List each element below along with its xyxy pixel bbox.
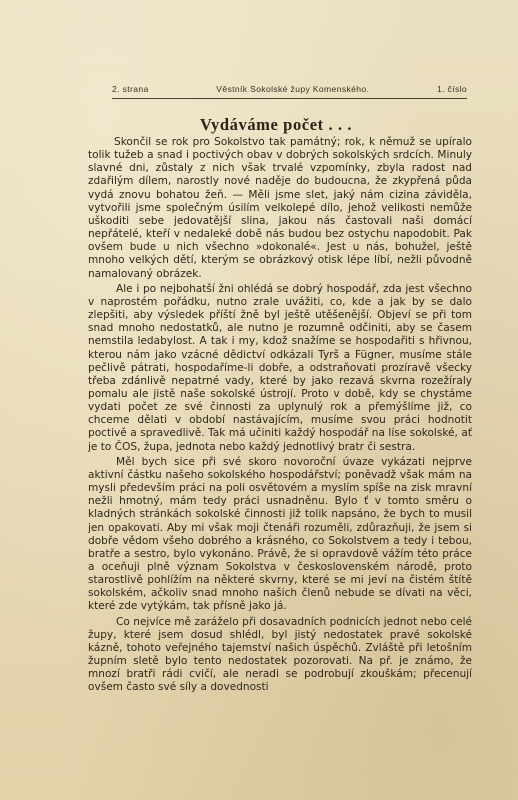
article-body xyxy=(88,136,472,695)
paragraph-4: Co nejvíce mě zaráželo při dosavadních podnicích jednot nebo celé župy, které jsem dosud shlédl, byl jistý nedostatek pravé sokolské kázně, tohoto veřejného tajemství našich úspěchů. Zvláště při letošním župním sletě bylo tento nedostatek pozorovati. Na př. je známo, že mnozí bratři rádi cvičí, ale neradi se podrobují zkouškám; přecenují ovšem často své síly a dovednosti xyxy=(88,615,472,694)
paragraph-3: Měl bych sice při své skoro novoroční úvaze vykázati nejprve aktivní částku našeho sokolského hospodářství; poněvadž však mám na mysli především práci na poli osvětovém a myslím spíše na zisk mravní nežli hmotný, mám tedy práci usnadněnu. Bylo ť v tomto směru o kladných stránkách sokolské činnosti již tolik napsáno, že bych to musil jen opakovati. Aby mi však moji čtenáři rozuměli, zdůrazňuji, že jsem si dobře vědom všeho dobrého a krásného, co Sokolstvem a tedy i tebou, bratře a sestro, bylo vykonáno. Právě, že si opravdově vážím této práce a oceňuji plně význam Sokolstva v československém národě, proto starostlivě pohlížím na některé skvrny, které se mi jeví na čistém štítě sokolském, ačkoliv snad mnoho našich členů nebude se dívati na věci, které zde vytýkám, tak přísně jako já. xyxy=(88,455,472,613)
article-title: Vydáváme počet . . . xyxy=(200,115,353,134)
paragraph-2: Ale i po nejbohatší žni ohlédá se dobrý hospodář, zda jest všechno v naprostém pořádku, nutno zrale uvážiti, co, kde a jak by se dalo zlepšiti, aby výsledek příští žně byl ještě utěšenější. Objeví se při tom snad mnoho nedostatků, ale nutno je rozumně odčiniti, aby se časem nemstila ledabylost. A tak i my, kdož snažíme se hospodařiti s hřivnou, kterou nám jako vzácné dědictví odkázali Tyrš a Fügner, musíme stále pečlivě pátrati, hospodaříme-li dobře, a odstraňovati prozíravě všecky třeba zdánlivě nepatrné vady, které by jako rezavá skvrna rozežíraly pomalu ale jistě naše sokolské ústrojí. Proto v době, kdy se chystáme vydati počet ze své činnosti za uplynulý rok a přemýšlíme již, co chceme dělati v období nastávajícím, musíme svou práci hodnotit poctivě a spravedlivě. Tak má učiniti každý hospodář na líse sokolské, ať je to ČOS, župa, jednota nebo každý jednotlivý bratr či sestra. xyxy=(88,282,472,453)
issue-number: 1. číslo xyxy=(436,84,467,94)
page-number: 2. strana xyxy=(112,84,149,94)
paragraph-1: Skončil se rok pro Sokolstvo tak památný; rok, k němuž se upíralo tolik tužeb a snad i poctivých obav v dobrých sokolských srdcích. Minuly slavné dni, zůstaly z nich však trvalé vzpomínky, zbyla radost nad zdařilým dílem, narostly nové naděje do budoucna, že zkypřená půda vydá znovu bohatou žeň. — Měli jsme slet, jaký nám cizina záviděla, vytvořili jsme společným úsilím velkolepé dílo, jehož velikosti nemůže uškoditi sebe jedovatější slina, jakou nás častovali naši domácí nepřátelé, kteří v nedaleké době nás budou bez ostychu napodobit. Pak ovšem bude u nich všechno »dokonalé«. Jest u nás, bohužel, ještě mnoho velkých dětí, kterým se obrázkový otisk lépe líbí, nežli původně namalovaný obrázek. xyxy=(88,136,472,280)
header-row xyxy=(112,84,467,99)
running-header xyxy=(112,84,467,99)
journal-title: Věstník Sokolské župy Komenského. xyxy=(216,84,370,94)
